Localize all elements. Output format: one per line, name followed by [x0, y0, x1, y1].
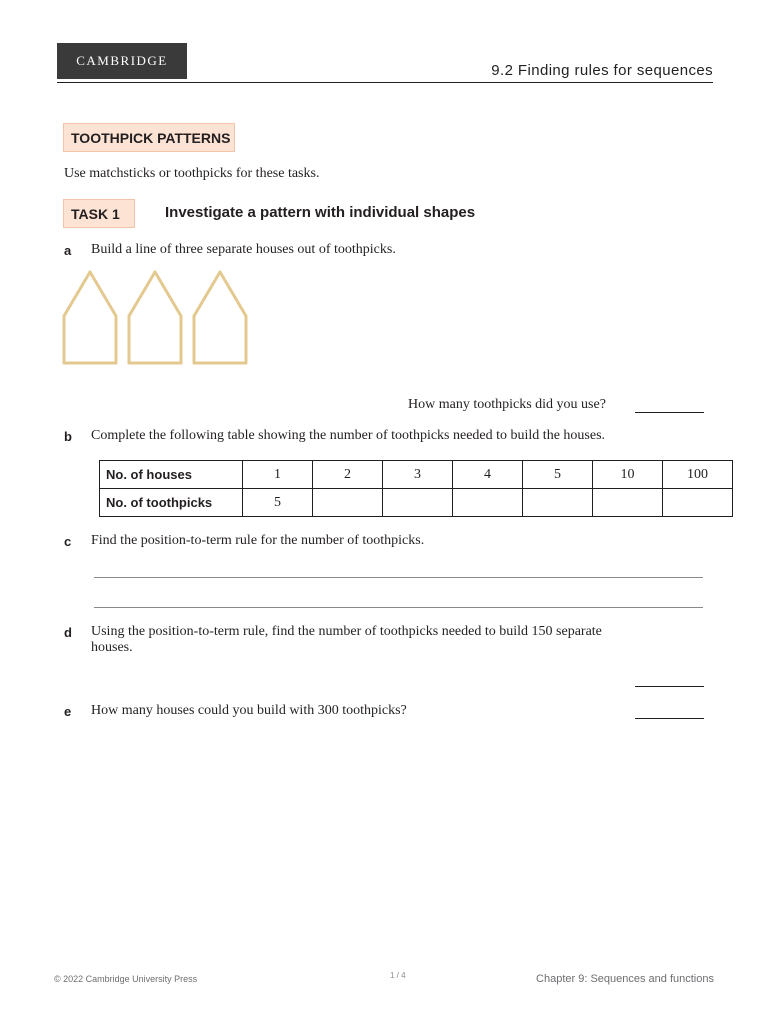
question-b-text: Complete the following table showing the number of toothpicks needed to build the houses.	[91, 428, 606, 443]
section-title: 9.2 Finding rules for sequences	[491, 62, 713, 79]
roof-right-toothpick	[90, 272, 116, 316]
question-d-label: d	[64, 625, 72, 640]
question-b-label: b	[64, 429, 72, 444]
answer-line-a[interactable]	[635, 412, 704, 413]
worksheet-heading-text: TOOTHPICK PATTERNS	[71, 129, 231, 146]
toothpicks-input-cell[interactable]	[523, 489, 593, 517]
toothpick-house	[194, 272, 246, 363]
task-badge-text: TASK 1	[71, 205, 120, 222]
houses-row-header: No. of houses	[100, 461, 243, 489]
toothpick-table	[99, 460, 733, 517]
toothpicks-input-cell[interactable]	[313, 489, 383, 517]
question-a-prompt: How many toothpicks did you use?	[408, 397, 606, 412]
roof-right-toothpick	[220, 272, 246, 316]
toothpicks-input-cell[interactable]	[663, 489, 733, 517]
footer-page-number: 1 / 4	[390, 971, 406, 980]
toothpick-house	[64, 272, 116, 363]
footer-copyright: © 2022 Cambridge University Press	[54, 974, 198, 984]
question-e-text: How many houses could you build with 300 toothpicks?	[91, 703, 407, 718]
intro-text: Use matchsticks or toothpicks for these tasks.	[64, 166, 320, 181]
houses-cell: 2	[313, 461, 383, 489]
cambridge-logo	[57, 43, 187, 79]
question-a-text: Build a line of three separate houses out of toothpicks.	[91, 242, 396, 257]
task-title: Investigate a pattern with individual shapes	[165, 204, 476, 221]
table-row-toothpicks	[100, 489, 733, 517]
houses-cell: 5	[523, 461, 593, 489]
toothpicks-input-cell[interactable]	[593, 489, 663, 517]
table-row-houses	[100, 461, 733, 489]
answer-line-e[interactable]	[635, 718, 704, 719]
logo-text: CAMBRIDGE	[76, 53, 168, 68]
worksheet-heading	[63, 123, 235, 152]
answer-line-c-1[interactable]	[94, 577, 703, 578]
roof-left-toothpick	[194, 272, 220, 316]
toothpick-house	[129, 272, 181, 363]
task-badge	[63, 199, 135, 228]
toothpicks-input-cell[interactable]	[383, 489, 453, 517]
answer-line-d[interactable]	[635, 686, 704, 687]
question-c-text: Find the position-to-term rule for the number of toothpicks.	[91, 533, 425, 548]
toothpick-houses	[64, 272, 246, 363]
question-d-text-line2: houses.	[91, 640, 133, 655]
toothpicks-row-header: No. of toothpicks	[100, 489, 243, 517]
roof-left-toothpick	[64, 272, 90, 316]
question-a-label: a	[64, 243, 72, 258]
question-d-text-line1: Using the position-to-term rule, find the number of toothpicks needed to build 150 separate	[91, 624, 602, 639]
footer-chapter: Chapter 9: Sequences and functions	[536, 973, 714, 985]
header-divider	[57, 82, 713, 83]
answer-line-c-2[interactable]	[94, 607, 703, 608]
toothpicks-cell: 5	[243, 489, 313, 517]
roof-left-toothpick	[129, 272, 155, 316]
toothpicks-input-cell[interactable]	[453, 489, 523, 517]
toothpick-houses-illustration	[60, 268, 255, 368]
question-c-label: c	[64, 534, 72, 549]
houses-cell: 100	[663, 461, 733, 489]
roof-right-toothpick	[155, 272, 181, 316]
houses-cell: 4	[453, 461, 523, 489]
houses-cell: 3	[383, 461, 453, 489]
houses-cell: 10	[593, 461, 663, 489]
question-e-label: e	[64, 704, 72, 719]
houses-cell: 1	[243, 461, 313, 489]
